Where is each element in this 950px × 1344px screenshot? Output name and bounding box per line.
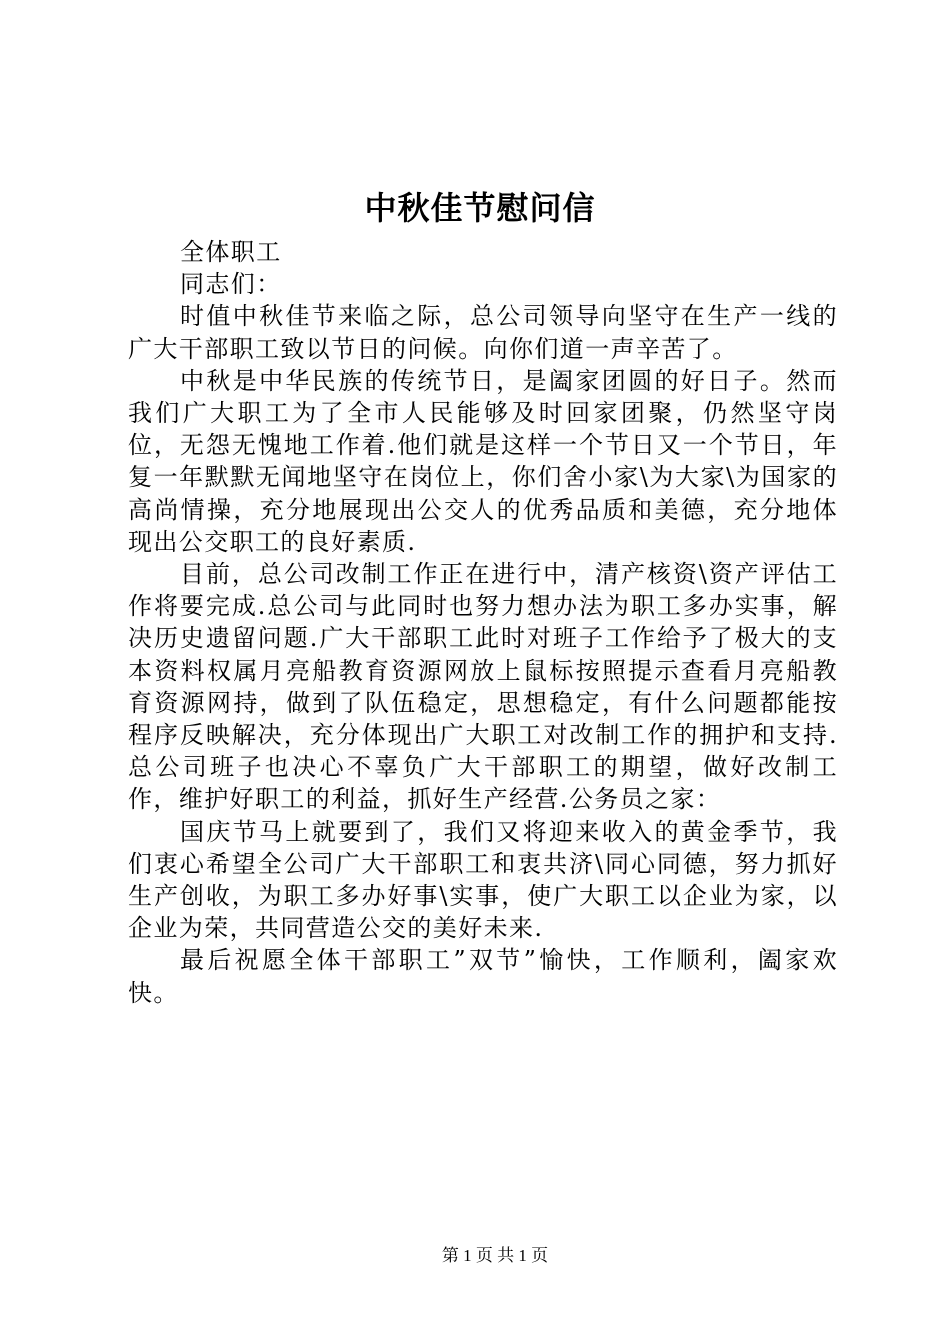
document-title: 中秋佳节慰问信 (364, 189, 596, 227)
paragraph-2: 中秋是中华民族的传统节日，是阖家团圆的好日子。然而我们广大职工为了全市人民能够及时回家团聚，仍然坚守岗位，无怨无愧地工作着.他们就是这样一个节日又一个节日，年复一年默默无闻地坚守在岗位上，你们舍小家\为大家\为国家的高尚情操，充分地展现出公交人的优秀品质和美德，充分地体现出公交职工的良好素质. (128, 366, 838, 556)
paragraph-4: 国庆节马上就要到了，我们又将迎来收入的黄金季节，我们衷心希望全公司广大干部职工和衷共济\同心同德，努力抓好生产创收，为职工多办好事\实事，使广大职工以企业为家，以企业为荣，共同营造公交的美好未来. (128, 817, 838, 943)
paragraph-1: 时值中秋佳节来临之际，总公司领导向坚守在生产一线的广大干部职工致以节日的问候。向你们道一声辛苦了。 (128, 302, 838, 363)
letter-body (128, 236, 838, 1009)
paragraph-3: 目前，总公司改制工作正在进行中，清产核资\资产评估工作将要完成.总公司与此同时也努力想办法为职工多办实事，解决历史遗留问题.广大干部职工此时对班子工作给予了极大的支本资料权属月亮船教育资源网放上鼠标按照提示查看月亮船教育资源网持，做到了队伍稳定，思想稳定，有什么问题都能按程序反映解决，充分体现出广大职工对改制工作的拥护和支持.总公司班子也决心不辜负广大干部职工的期望，做好改制工作，维护好职工的利益，抓好生产经营.公务员之家： (128, 560, 838, 814)
page-number-footer: 第 1 页 共 1 页 (441, 1246, 549, 1265)
salutation-recipients: 全体职工 (180, 238, 282, 266)
salutation-greeting: 同志们： (180, 270, 282, 299)
paragraph-5: 最后祝愿全体干部职工”双节”愉快，工作顺利，阖家欢快。 (128, 946, 838, 1007)
